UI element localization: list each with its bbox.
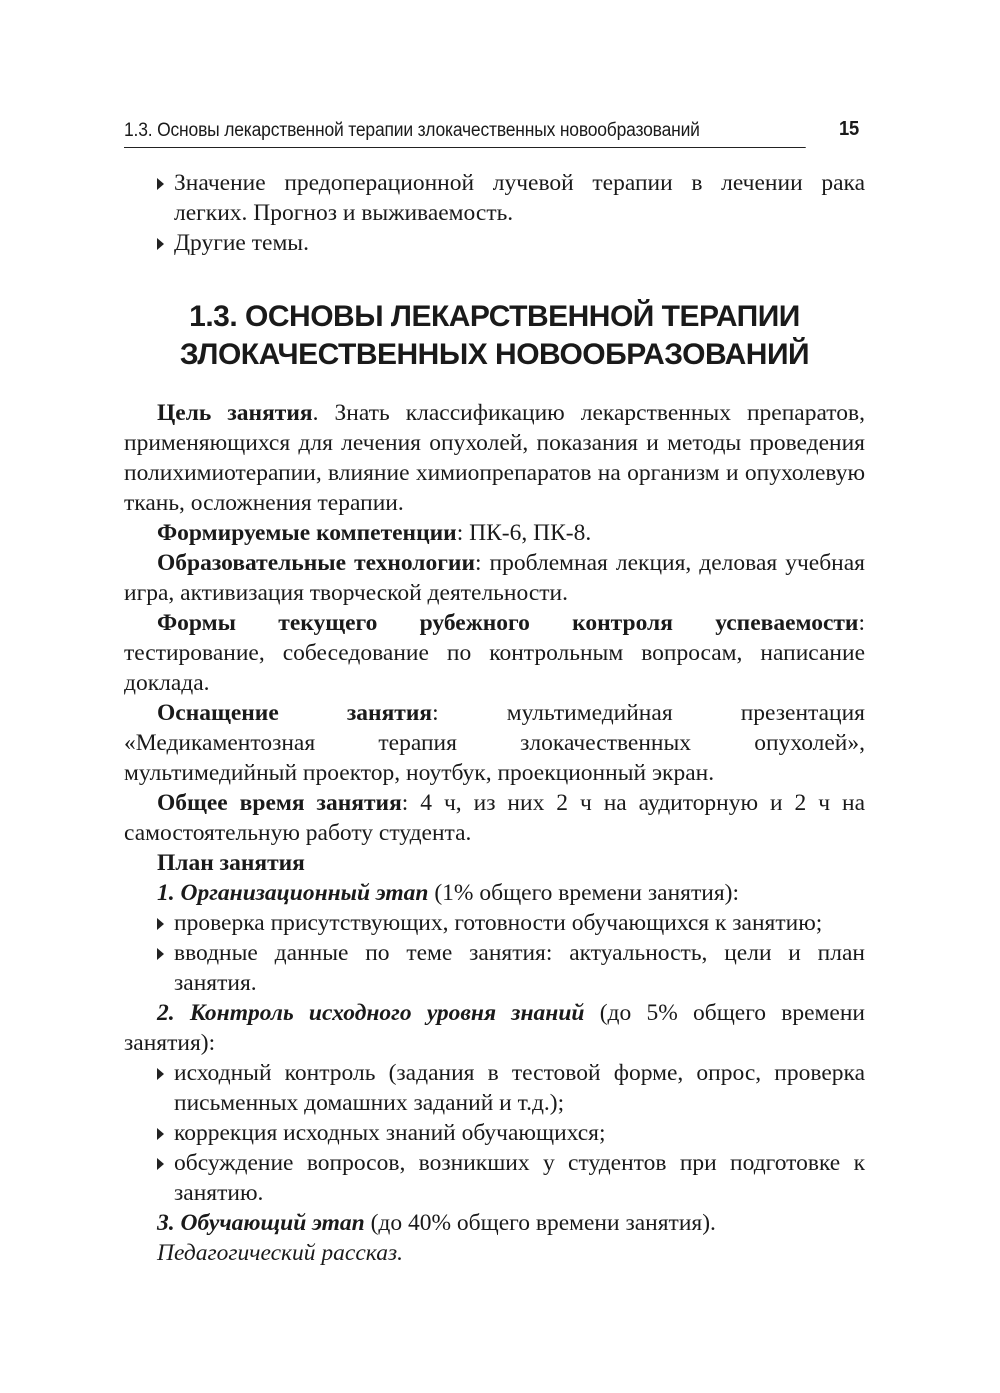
list-item <box>124 228 865 258</box>
competencies-paragraph <box>124 518 865 548</box>
list-item-text: проверка присутствующих, готовности обучающихся к занятию; <box>174 910 823 936</box>
stage1-paragraph <box>124 878 865 908</box>
triangle-bullet-icon <box>157 948 164 960</box>
list-item <box>124 1148 865 1208</box>
list-item-text: обсуждение вопросов, возникших у студентов при подготовке к занятию. <box>174 1150 865 1206</box>
stage3-label: 3. Обучающий этап <box>157 1210 365 1236</box>
plan-title-paragraph <box>124 848 865 878</box>
technologies-label: Образовательные технологии <box>157 550 475 576</box>
control-forms-label: Формы текущего рубежного контроля успеваемости <box>157 610 859 636</box>
goal-text: . Знать классификацию лекарственных препаратов, применяющихся для лечения опухолей, показания и методы проведения полихимиотерапии, влияние химиопрепаратов на организм и опухолевую ткань, осложнения терапии. <box>124 400 865 516</box>
goal-label: Цель занятия <box>157 400 313 426</box>
technologies-text: : проблемная лекция, деловая учебная игра, активизация творческой деятельности. <box>124 550 865 606</box>
stage3-subtitle: Педагогический рассказ. <box>157 1240 403 1266</box>
list-item-text: исходный контроль (задания в тестовой форме, опрос, проверка письменных домашних заданий и т.д.); <box>174 1060 865 1116</box>
triangle-bullet-icon <box>157 1158 164 1170</box>
control-forms-text: : тестирование, собеседование по контрольным вопросам, написание доклада. <box>124 610 865 696</box>
triangle-bullet-icon <box>157 918 164 930</box>
page-content <box>124 168 865 1268</box>
plan-title: План занятия <box>157 850 305 876</box>
list-item <box>124 1118 865 1148</box>
page-number: 15 <box>838 118 860 140</box>
technologies-paragraph <box>124 548 865 608</box>
stage2-label: 2. Контроль исходного уровня знаний <box>157 1000 585 1026</box>
stage1-text: (1% общего времени занятия): <box>428 880 739 906</box>
list-item <box>124 908 865 938</box>
equipment-paragraph <box>124 698 865 788</box>
stage3-text: (до 40% общего времени занятия). <box>364 1210 716 1236</box>
section-heading-line1: 1.3. ОСНОВЫ ЛЕКАРСТВЕННОЙ ТЕРАПИИ <box>189 300 800 333</box>
triangle-bullet-icon <box>157 178 164 190</box>
stage2-paragraph <box>124 998 865 1058</box>
stage3-paragraph <box>124 1208 865 1238</box>
list-item <box>124 1058 865 1118</box>
list-item-text: коррекция исходных знаний обучающихся; <box>174 1120 606 1146</box>
list-item <box>124 938 865 998</box>
equipment-label: Оснащение занятия <box>157 700 433 726</box>
competencies-text: : ПК-6, ПК-8. <box>456 520 592 546</box>
triangle-bullet-icon <box>157 1128 164 1140</box>
competencies-label: Формируемые компетенции <box>157 520 457 546</box>
section-heading <box>124 298 865 374</box>
list-item-text: вводные данные по теме занятия: актуальность, цели и план занятия. <box>174 940 865 996</box>
control-forms-paragraph <box>124 608 865 698</box>
section-heading-line2: ЗЛОКАЧЕСТВЕННЫХ НОВООБРАЗОВАНИЙ <box>179 338 810 371</box>
running-head <box>124 117 860 148</box>
equipment-text: : мультимедийная презентация «Медикаментозная терапия злокачественных опухолей», мультимедийный проектор, ноутбук, проекционный экран. <box>124 700 865 786</box>
list-item-text: Другие темы. <box>174 230 309 256</box>
total-time-label: Общее время занятия <box>157 790 402 816</box>
triangle-bullet-icon <box>157 1068 164 1080</box>
list-item <box>124 168 865 228</box>
list-item-text: Значение предоперационной лучевой терапии в лечении рака легких. Прогноз и выживаемость. <box>174 170 865 226</box>
running-head-title: 1.3. Основы лекарственной терапии злокачественных новообразований <box>124 120 700 141</box>
stage2-text: (до 5% общего времени занятия): <box>124 1000 865 1056</box>
total-time-paragraph <box>124 788 865 848</box>
triangle-bullet-icon <box>157 238 164 250</box>
total-time-text: : 4 ч, из них 2 ч на аудиторную и 2 ч на самостоятельную работу студента. <box>124 790 866 846</box>
stage1-label: 1. Организационный этап <box>157 880 429 906</box>
goal-paragraph <box>124 398 865 518</box>
